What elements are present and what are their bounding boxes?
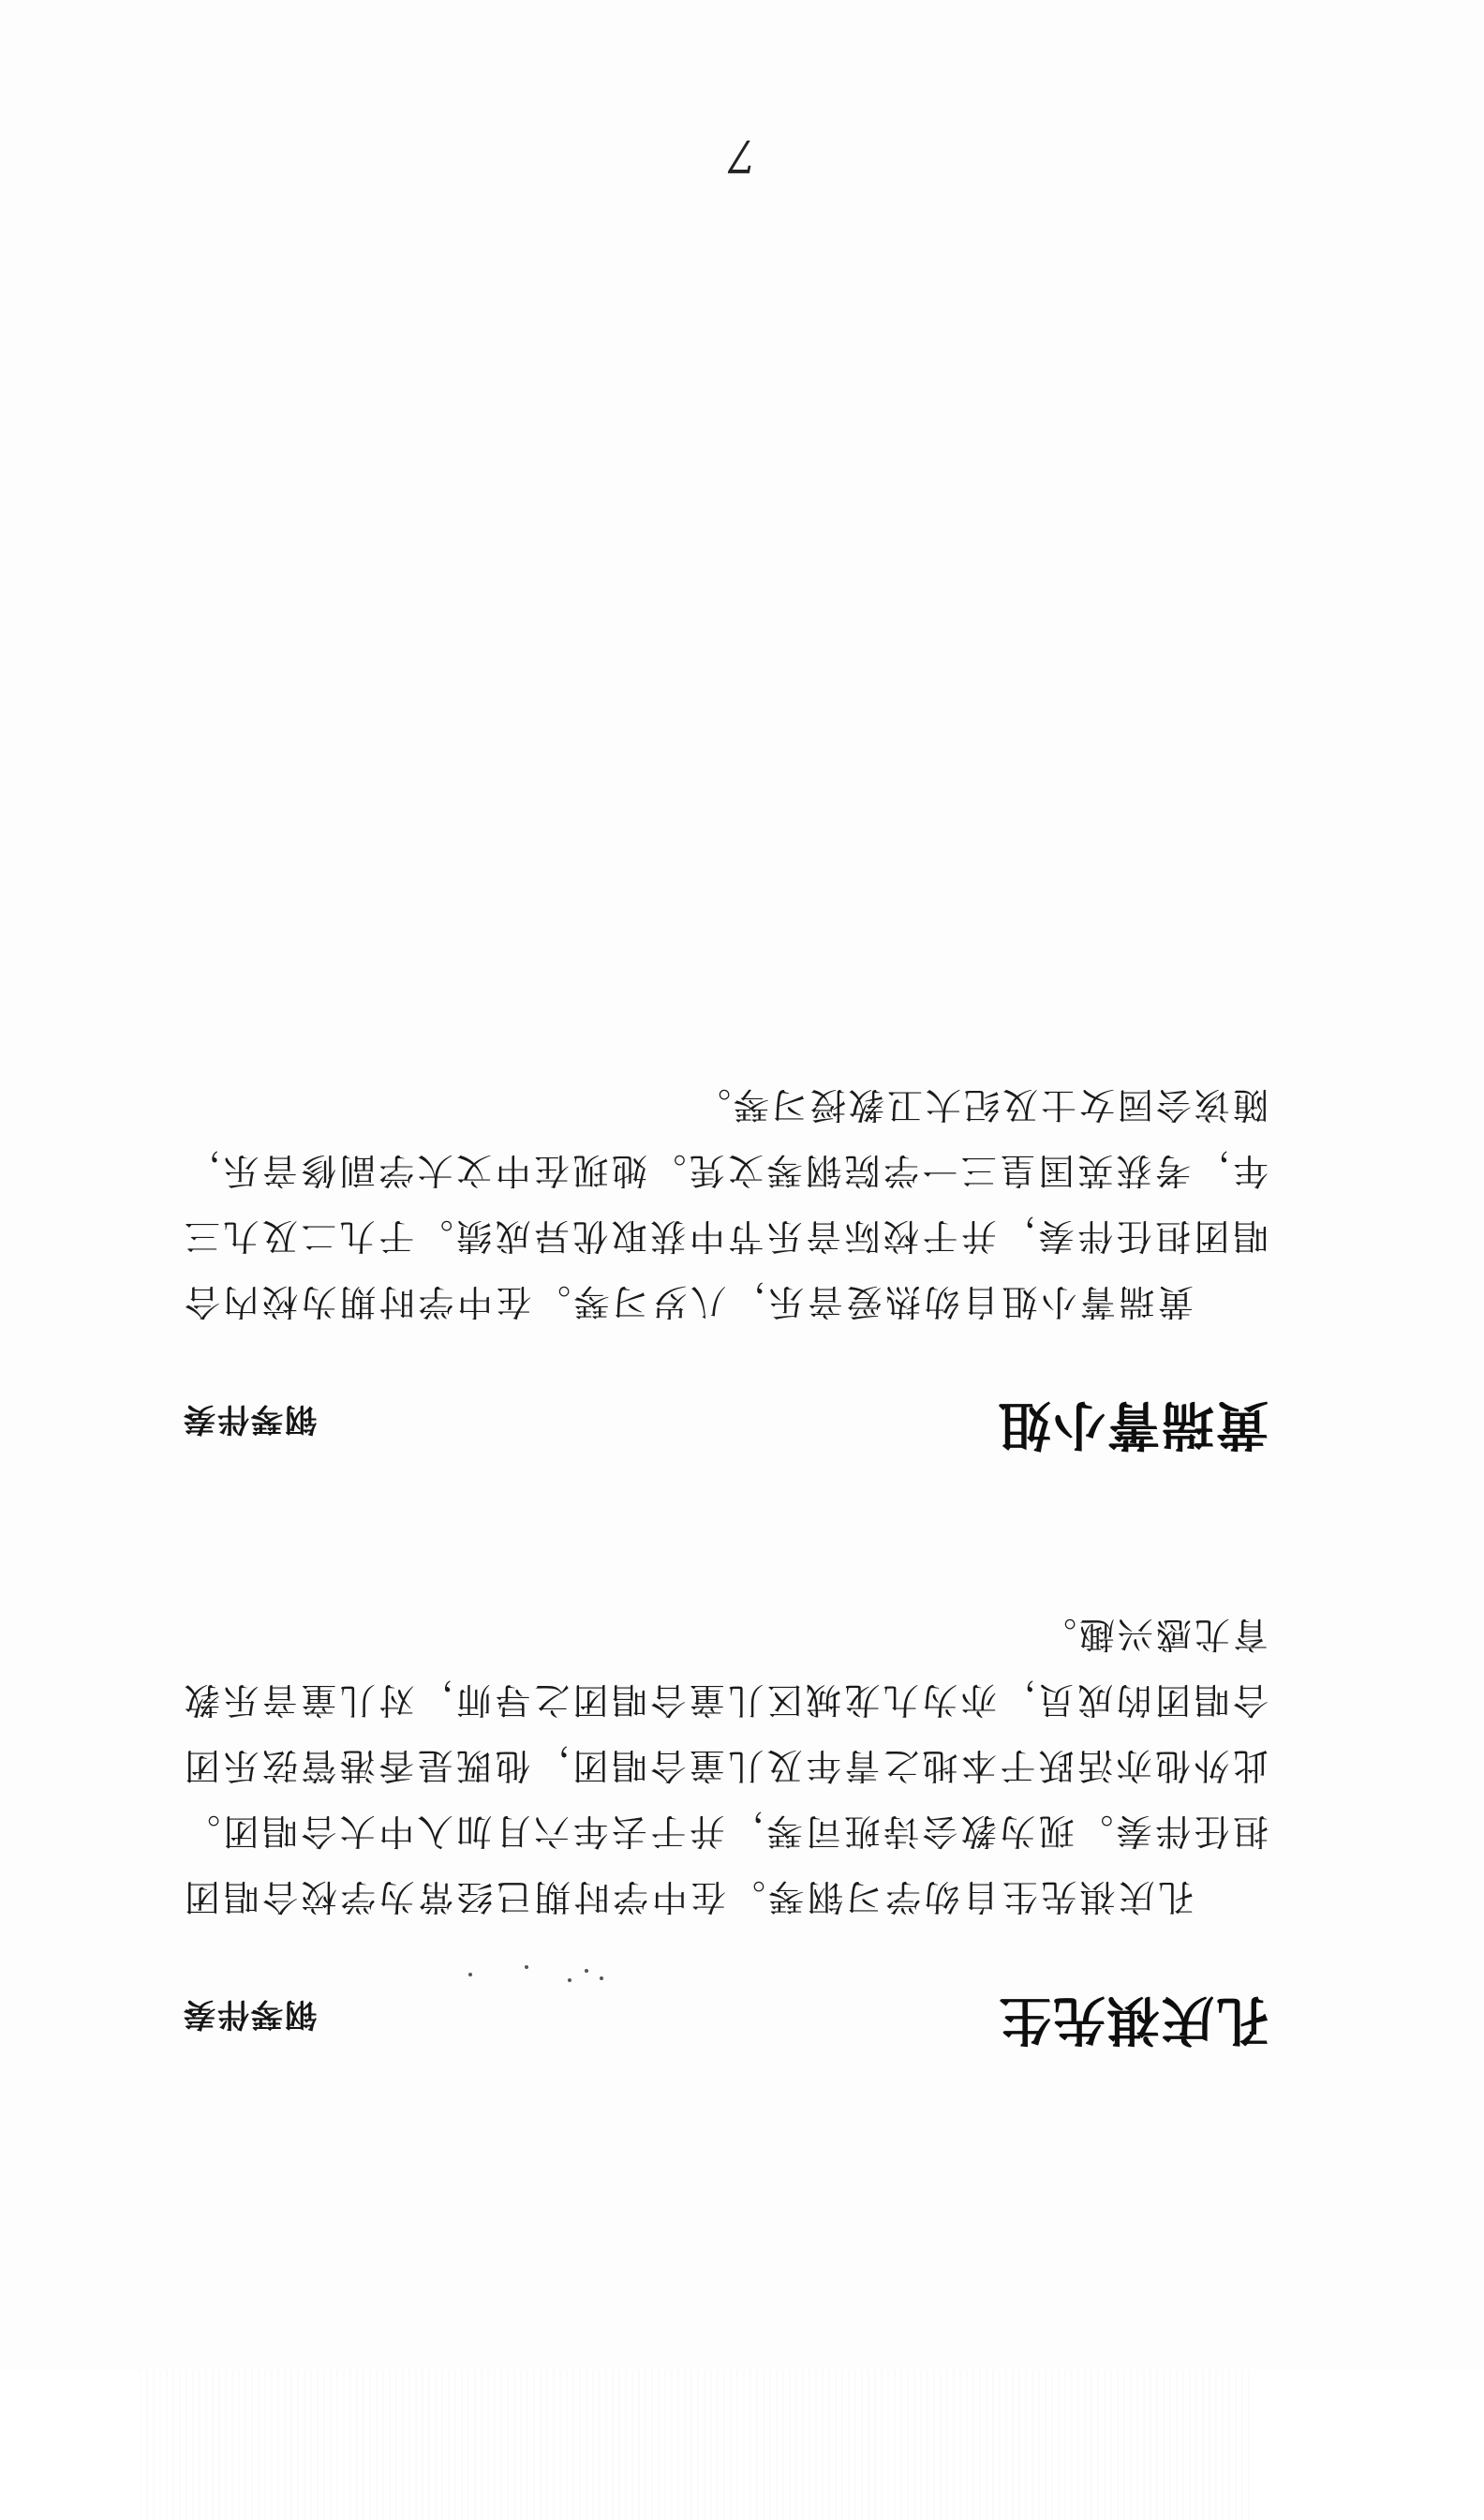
- performer-name: 孔庆祺先生: [997, 1989, 1269, 2050]
- speck: [525, 1965, 528, 1969]
- performer-bio: 孔庆祺先生自幼学习钢琴。在中学时期已经常为学校合唱团担任伴奏。现为教会诗班司琴，并于去年六月加入中大合唱团。此外他亦活跃于本地之青年及儿童合唱团，他既是香港管弦乐团合唱团的成员，亦为九龙城区儿童合唱团之导师，对儿童音乐教育尤感兴趣。: [182, 1614, 1269, 1917]
- performer-entry: [182, 1602, 1269, 2061]
- entry-header: [182, 1391, 1269, 1466]
- performer-role: 钢琴伴奏: [182, 1995, 317, 2033]
- performer-name: 黄瑞菁小姐: [997, 1394, 1269, 1454]
- speck: [585, 1969, 588, 1973]
- page-number: 7: [727, 129, 757, 182]
- performer-entry: [182, 1072, 1269, 1466]
- speck: [468, 1973, 472, 1976]
- performer-role: 钢琴伴奏: [182, 1400, 317, 1438]
- entry-header: [182, 1986, 1269, 2061]
- speck: [568, 1978, 571, 1982]
- ink-specks: [425, 1948, 613, 1986]
- speck: [600, 1976, 603, 1980]
- scanner-noise: [141, 2370, 1250, 2520]
- performer-bio: 黄瑞菁小姐自幼热爱音乐，八岁习琴。在中学时期为校内合唱团担任伴奏，并于校际音乐节中获取优异成绩。于九二及九三年，考获英国皇三一学院钢琴文凭。她现在中文大学副修音乐，随该会园女士及纪大卫教授习琴。: [182, 1084, 1269, 1322]
